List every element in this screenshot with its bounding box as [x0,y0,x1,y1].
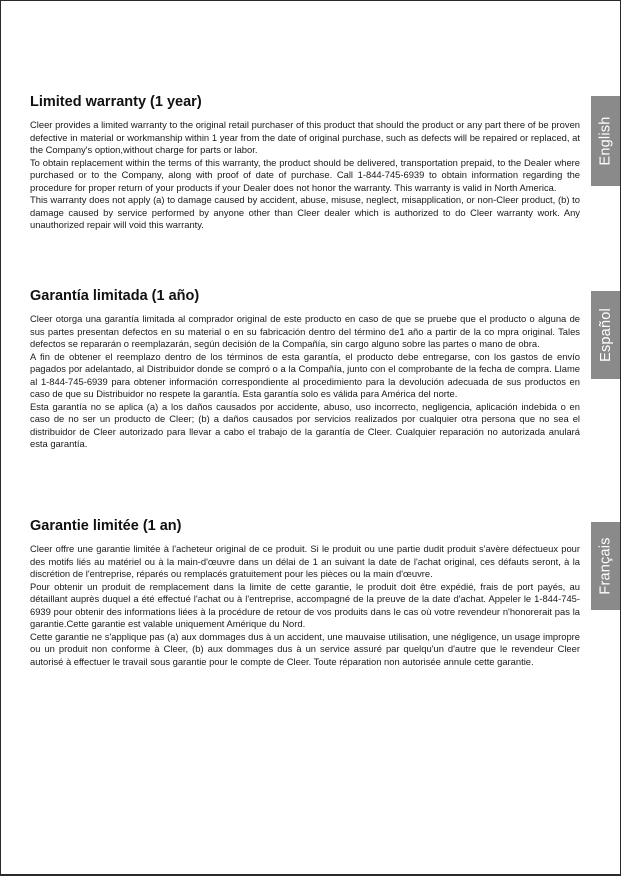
section-title-espanol: Garantía limitada (1 año) [30,288,200,304]
language-tab-label: Español [597,308,614,362]
language-tab-label: Français [597,537,614,595]
language-tab-english[interactable] [591,96,620,186]
language-tab-label: English [597,116,614,166]
paragraph-francais-1: Cleer offre une garantie limitée à l'acheteur original de ce produit. Si le produit ou une partie dudit produit s'avère défectueux pour des motifs liés au matériel ou à la main-d'œuvre dans un délai de 1 an suivant la date de l'achat original, ces défauts seront, à la discrétion de l'entreprise, réparés ou remplacés gratuitement pour les pièces ou la main d'œuvre. [30,543,580,579]
paragraph-espanol-3: Esta garantía no se aplica (a) a los daños causados por accidente, abuso, uso incorrecto, negligencia, aplicación indebida o en caso de no ser un producto de Cleer; (b) a daños causados por servicios realizados por cualquier otra persona que no sea el distribuidor de Cleer autorizado para llevar a cabo el trabajo de la garantía de Cleer. Cualquier reparación no autorizada anulará esta garantía. [30,400,580,449]
section-francais [30,518,580,668]
paragraph-espanol-2: A fin de obtener el reemplazo dentro de los términos de esta garantía, el producto debe entregarse, con los gastos de envío pagados por adelantado, al Distribuidor donde se compró o a la Compañía, junto con el comprobante de la fecha de compra. Llame al 1-844-745-6939 para obtener información correspondiente al procedimiento para la devolución adecuada de sus productos en caso de que su Distribuidor no respete la garantía. Esta garantía solo es válida para América del norte. [30,350,580,399]
paragraph-english-1: Cleer provides a limited warranty to the original retail purchaser of this product that should the product or any part there of be proven defective in material or workmanship within 1 year from the date of original purchase, such as defects will be repaired or replaced, at the Company's option,without charge for parts or labor. [30,119,580,155]
section-english [30,94,580,232]
paragraph-english-3: This warranty does not apply (a) to damage caused by accident, abuse, misuse, neglect, misapplication, or non-Cleer product, (b) to damage caused by service performed by anyone other than Cleer dealer which is authorized to do Cleer warranty work. Any unauthorized repair will void this warranty. [30,194,580,230]
paragraph-english-2: To obtain replacement within the terms of this warranty, the product should be delivered, transportation prepaid, to the Dealer where purchased or to the Company, along with proof of date of purchase. Call 1-844-745-6939 to obtain information regarding the procedure for proper return of your products if your Dealer does not honor the warranty. This warranty is valid in North America. [30,156,580,193]
section-espanol [30,288,580,451]
language-tab-espanol[interactable] [591,291,620,379]
section-title-english: Limited warranty (1 year) [30,94,202,110]
paragraph-francais-2: Pour obtenir un produit de remplacement dans la limite de cette garantie, le produit doit être expédié, frais de port payés, au détaillant auprès duquel a été effectué l'achat ou à l'entreprise, accompagné de la preuve de la date d'achat. Appeler le 1-844-745-6939 pour obtenir des informations liées à la procédure de retour de vos produits dans le cas où votre revendeur n'honorerait pas la garantie.Cette garantie est valable uniquement Amérique du Nord. [30,580,580,629]
section-title-francais: Garantie limitée (1 an) [30,518,182,534]
paragraph-francais-3: Cette garantie ne s'applique pas (a) aux dommages dus à un accident, une mauvaise utilisation, une négligence, un usage impropre ou un produit non conforme à Cleer, (b) aux dommages dus à un service assuré par quelqu'un d'autre que le revendeur Cleer autorisé à effectuer le travail sous garantie pour le compte de Cleer. Toute réparation non autorisée annule cette garantie. [30,630,580,667]
language-tab-francais[interactable] [591,522,620,610]
paragraph-espanol-1: Cleer otorga una garantía limitada al comprador original de este producto en caso de que se pruebe que el producto o alguna de sus partes presentan defectos en su material o en su fabricación dentro del término de1 año a partir de la co mpra original. Tales defectos se repararán o reemplazarán, según decisión de la Compañía, sin cargo alguno sobre las partes o mano de obra. [30,313,580,349]
